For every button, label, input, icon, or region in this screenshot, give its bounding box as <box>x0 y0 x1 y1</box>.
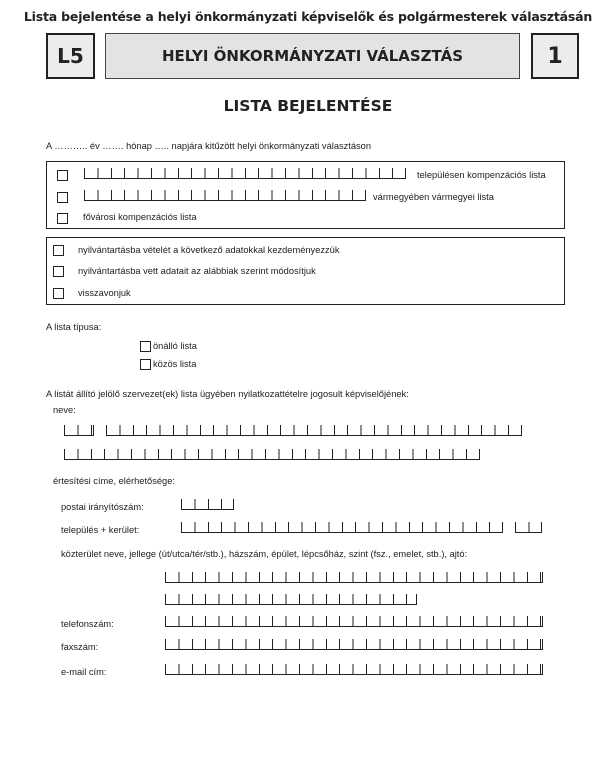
settlement-name-comb[interactable] <box>84 168 406 179</box>
top-title: Lista bejelentése a helyi önkormányzati képviselők és polgármesterek választásán <box>23 9 593 24</box>
name-comb-line-1[interactable] <box>106 425 522 436</box>
contact-heading: értesítési címe, elérhetősége: <box>53 476 175 486</box>
postal-code-comb[interactable] <box>181 499 234 510</box>
checkbox-register[interactable] <box>53 245 64 256</box>
name-label: neve: <box>53 405 76 415</box>
header-title: HELYI ÖNKORMÁNYZATI VÁLASZTÁS <box>105 33 520 79</box>
intro-line: A ……….. év ……. hónap ….. napjára kitűzött helyi önkormányzati választáson <box>46 141 372 151</box>
postal-code-label: postai irányítószám: <box>61 502 144 512</box>
checkbox-county-list[interactable] <box>57 192 68 203</box>
email-comb[interactable] <box>165 664 543 675</box>
settlement-label: település + kerület: <box>61 525 140 535</box>
checkbox-capital-compensation[interactable] <box>57 213 68 224</box>
phone-label: telefonszám: <box>61 619 114 629</box>
checkbox-withdraw[interactable] <box>53 288 64 299</box>
checkbox-settlement-compensation[interactable] <box>57 170 68 181</box>
street-comb-line-1[interactable] <box>165 572 543 583</box>
section-title: LISTA BEJELENTÉSE <box>223 97 393 115</box>
option-label: közös lista <box>153 359 197 369</box>
option-label: településen kompenzációs lista <box>417 170 546 180</box>
settlement-comb[interactable] <box>181 522 503 533</box>
page-number-box: 1 <box>531 33 579 79</box>
fax-comb[interactable] <box>165 639 543 650</box>
option-label: fővárosi kompenzációs lista <box>83 212 197 222</box>
checkbox-modify[interactable] <box>53 266 64 277</box>
option-label: visszavonjuk <box>78 288 131 298</box>
street-label: közterület neve, jellege (út/utca/tér/stb.), házszám, épület, lépcsőház, szint (fsz., emelet, stb.), ajtó: <box>61 549 468 559</box>
form-code-box: L5 <box>46 33 95 79</box>
street-comb-line-2[interactable] <box>165 594 417 605</box>
option-label: vármegyében vármegyei lista <box>373 192 494 202</box>
email-label: e-mail cím: <box>61 667 107 677</box>
list-type-label: A lista típusa: <box>46 322 102 332</box>
representative-heading: A listát állító jelölő szervezet(ek) lista ügyében nyilatkozattételre jogosult képviselőjének: <box>46 389 409 399</box>
phone-comb[interactable] <box>165 616 543 627</box>
option-label: nyilvántartásba vételét a következő adatokkal kezdeményezzük <box>78 245 340 255</box>
county-name-comb[interactable] <box>84 190 366 201</box>
fax-label: faxszám: <box>61 642 99 652</box>
checkbox-independent-list[interactable] <box>140 341 151 352</box>
checkbox-joint-list[interactable] <box>140 359 151 370</box>
district-comb[interactable] <box>515 522 542 533</box>
option-label: nyilvántartásba vett adatait az alábbiak szerint módosítjuk <box>78 266 316 276</box>
option-label: önálló lista <box>153 341 197 351</box>
name-title-comb[interactable] <box>64 425 94 436</box>
name-comb-line-2[interactable] <box>64 449 480 460</box>
